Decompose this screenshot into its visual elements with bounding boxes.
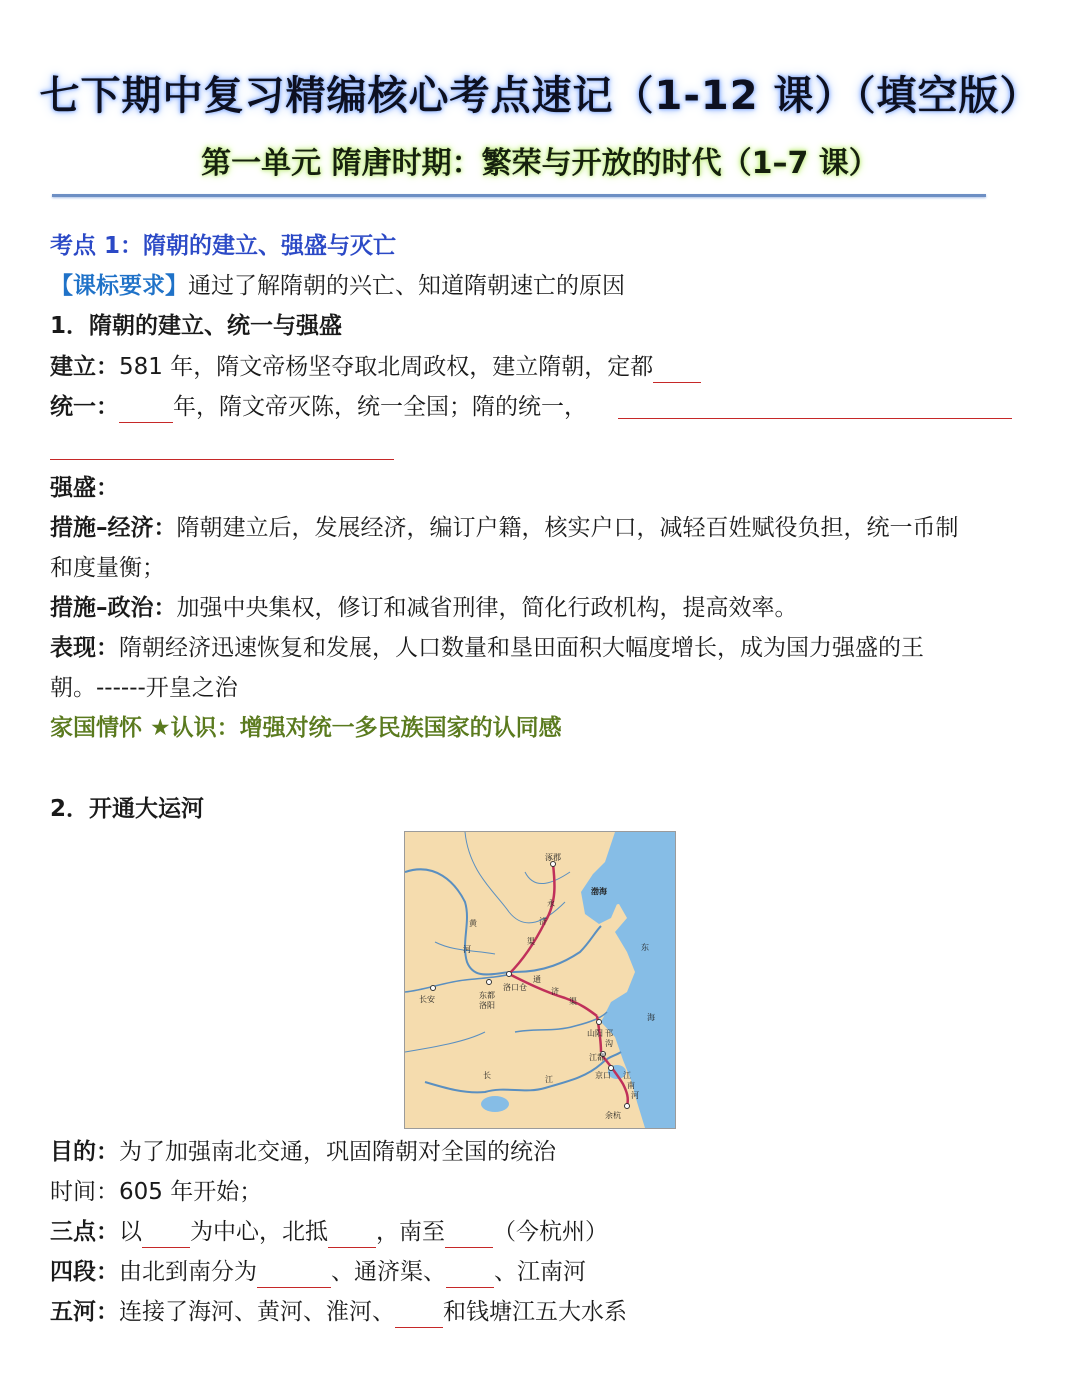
manifestation-line [50, 632, 924, 664]
city-marker [507, 972, 512, 977]
map-label-donghai: 东 [641, 943, 649, 952]
founding-text: 581 年，隋文帝杨坚夺取北周政权，建立隋朝，定都 [119, 354, 654, 380]
map-label-shanyang: 山阳 [587, 1029, 603, 1038]
map-label-river: 河 [463, 945, 471, 954]
city-marker [609, 1066, 614, 1071]
map-label-canal: 永 [547, 899, 555, 908]
lake [481, 1096, 509, 1112]
map-label-canal: 渠 [527, 937, 535, 946]
unification-text: 年，隋文帝灭陈，统一全国；隋的统一， [173, 394, 587, 420]
map-label-river: 长 [483, 1071, 491, 1080]
city-marker [487, 980, 492, 985]
manifestation-text-cont: 朝。------开皇之治 [50, 675, 238, 701]
four-sections-line [50, 1256, 586, 1288]
third-section-blank[interactable] [446, 1261, 494, 1288]
unify-significance-blank[interactable] [618, 392, 1012, 419]
center-blank[interactable] [142, 1221, 190, 1248]
section1-title: 1．隋朝的建立、统一与强盛 [50, 313, 343, 339]
three-points-text: 以 [119, 1219, 142, 1245]
map-label-canal: 通 [533, 975, 541, 984]
map-label-canal: 沟 [605, 1039, 613, 1048]
city-marker [625, 1104, 630, 1109]
grand-canal-map [404, 831, 676, 1129]
curriculum-requirement [50, 270, 625, 302]
political-text: 加强中央集权，修订和减省刑律，简化行政机构，提高效率。 [176, 595, 798, 621]
city-marker [597, 1020, 602, 1025]
patriotism-note: 家国情怀 ★认识：增强对统一多民族国家的认同感 [50, 715, 562, 741]
three-points-text: ，南至 [376, 1219, 445, 1245]
economic-label: 措施–经济： [50, 515, 177, 541]
city-marker [551, 862, 556, 867]
capital-blank[interactable] [653, 356, 701, 383]
manifestation-label: 表现： [50, 635, 119, 661]
five-rivers-text: 和钱塘江五大水系 [443, 1299, 627, 1325]
purpose-label: 目的： [50, 1139, 119, 1165]
unify-year-blank[interactable] [119, 396, 173, 423]
requirement-text: 通过了解隋朝的兴亡、知道隋朝速亡的原因 [188, 273, 625, 299]
five-rivers-label: 五河： [50, 1299, 119, 1325]
economic-measures-line [50, 512, 959, 544]
three-points-text: 为中心，北抵 [190, 1219, 328, 1245]
map-label-dongdu: 东都 [479, 991, 495, 1000]
map-label-luokoucang: 洛口仓 [503, 983, 527, 992]
section2-title: 2．开通大运河 [50, 796, 205, 822]
four-sections-text: 、江南河 [494, 1259, 586, 1285]
map-label-luoyang: 洛阳 [479, 1001, 495, 1010]
three-points-label: 三点： [50, 1219, 119, 1245]
map-label-canal: 河 [631, 1091, 639, 1100]
page-title: 七下期中复习精编核心考点速记（1-12 课）（填空版） [39, 73, 1041, 119]
map-label-canal: 渠 [569, 997, 577, 1006]
north-end-blank[interactable] [328, 1221, 376, 1248]
map-label-jiangdu: 江都 [589, 1053, 605, 1062]
first-section-blank[interactable] [257, 1261, 331, 1288]
south-end-blank[interactable] [445, 1221, 493, 1248]
map-label-canal: 济 [551, 987, 559, 996]
economic-text-cont: 和度量衡； [50, 555, 165, 581]
map-label-donghai: 海 [647, 1013, 655, 1022]
map-label-canal: 南 [627, 1081, 635, 1090]
manifestation-text: 隋朝经济迅速恢复和发展，人口数量和垦田面积大幅度增长，成为国力强盛的王 [119, 635, 924, 661]
map-label-canal: 邗 [605, 1029, 613, 1038]
city-marker [431, 986, 436, 991]
map-label-canal: 济 [539, 917, 547, 926]
map-label-bohai: 渤海 [591, 887, 607, 896]
river-blank[interactable] [395, 1301, 443, 1328]
unification-label: 统一： [50, 394, 119, 420]
founding-line [50, 351, 701, 383]
four-sections-label: 四段： [50, 1259, 119, 1285]
title-divider [52, 194, 986, 197]
five-rivers-text: 连接了海河、黄河、淮河、 [119, 1299, 395, 1325]
unify-significance-blank-cont[interactable] [50, 433, 394, 460]
political-label: 措施–政治： [50, 595, 177, 621]
three-points-text: （今杭州） [493, 1219, 608, 1245]
time-line: 时间：605 年开始； [50, 1179, 263, 1205]
map-label-canal: 江 [623, 1071, 631, 1080]
three-points-line [50, 1216, 608, 1248]
map-label-river: 江 [545, 1075, 553, 1084]
four-sections-text: 、通济渠、 [331, 1259, 446, 1285]
map-label-zhuojun: 涿郡 [545, 853, 561, 862]
map-label-changan: 长安 [419, 995, 435, 1004]
map-label-river: 黄 [469, 919, 477, 928]
point1-heading: 考点 1：隋朝的建立、强盛与灭亡 [50, 233, 397, 259]
map-label-jingkou: 京口 [595, 1071, 611, 1080]
unification-line [50, 391, 587, 423]
political-measures-line [50, 592, 798, 624]
five-rivers-line [50, 1296, 627, 1328]
map-label-yuhang: 余杭 [605, 1111, 621, 1120]
four-sections-text: 由北到南分为 [119, 1259, 257, 1285]
economic-text: 隋朝建立后，发展经济，编订户籍，核实户口，减轻百姓赋役负担，统一币制 [176, 515, 959, 541]
unit-subtitle: 第一单元 隋唐时期：繁荣与开放的时代（1–7 课） [201, 146, 879, 181]
purpose-line [50, 1136, 556, 1168]
purpose-text: 为了加强南北交通，巩固隋朝对全国的统治 [119, 1139, 556, 1165]
strong-label: 强盛： [50, 475, 119, 501]
founding-label: 建立： [50, 354, 119, 380]
requirement-label: 【课标要求】 [50, 273, 188, 299]
